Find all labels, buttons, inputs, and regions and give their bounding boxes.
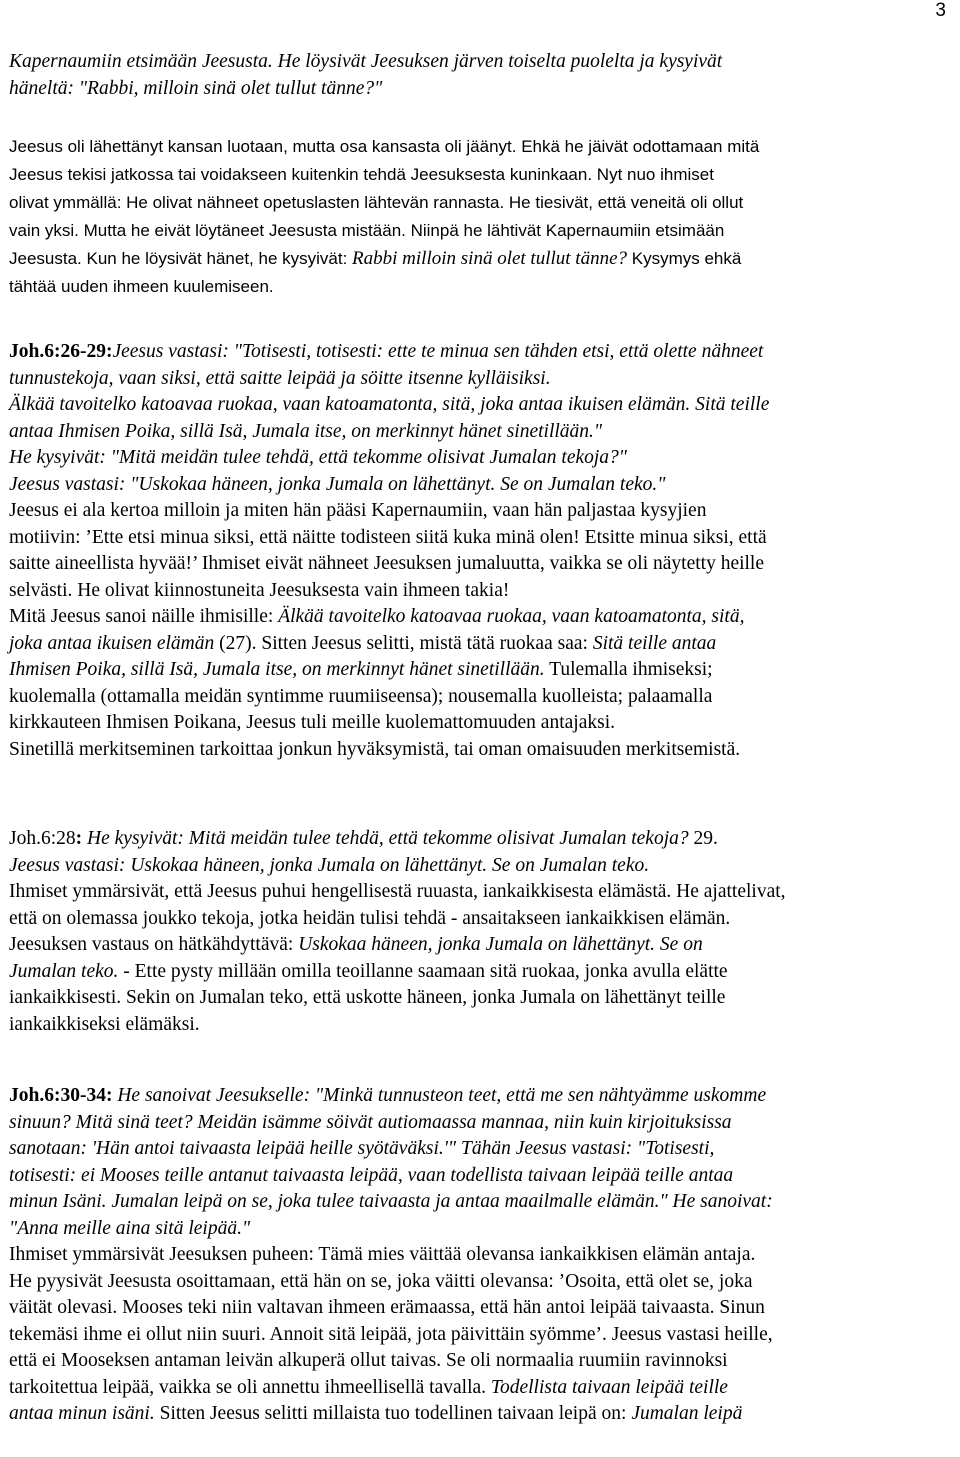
text-line: tähtää uuden ihmeen kuulemiseen. xyxy=(9,277,274,296)
text-line xyxy=(9,1083,953,1110)
scripture-quote: Jeesus vastasi: "Totisesti, totisesti: ette te minua sen tähden etsi, että olette nähneet xyxy=(112,341,764,362)
quote-run: Uskokaa häneen, jonka Jumala on lähettänyt. Se on Jumalan teko. xyxy=(130,854,650,876)
commentary-paragraph xyxy=(9,133,953,301)
text-run: (27). Sitten Jeesus selitti, mistä tätä ruokaa saa: xyxy=(214,632,593,654)
scripture-reference: Joh.6:26-29: xyxy=(9,341,113,362)
text-line: Kapernaumiin etsimään Jeesusta. He löysivät Jeesuksen järven toiselta puolelta ja kysyivät xyxy=(9,51,723,72)
quote-run: Uskokaa häneen, jonka Jumala on lähettänyt. Se on xyxy=(298,934,703,955)
scripture-quote: antaa Ihmisen Poika, sillä Isä, Jumala itse, on merkinnyt hänet sinetillään." xyxy=(9,420,603,442)
text-run: Sitten Jeesus selitti millaista tuo todellinen taivaan leipä on: xyxy=(154,1403,632,1424)
text-line: Sinetillä merkitseminen tarkoittaa jonkun hyväksymistä, tai oman omaisuuden merkitsemistä. xyxy=(9,738,741,760)
text-run: 29. xyxy=(688,828,718,849)
scripture-reference: Joh.6:30-34: xyxy=(9,1085,113,1106)
reference-colon: : xyxy=(75,828,83,849)
text-line: iankaikkiseksi elämäksi. xyxy=(9,1013,200,1035)
text-line xyxy=(9,604,953,631)
text-line xyxy=(9,959,953,986)
quote-run: joka antaa ikuisen elämän xyxy=(9,632,215,654)
section-joh-6-28 xyxy=(9,826,953,1038)
scripture-quote: He sanoivat Jeesukselle: "Minkä tunnusteon teet, että me sen nähtyämme uskomme xyxy=(112,1085,767,1106)
text-run: - Ette pysty millään omilla teoillanne saamaan sitä ruokaa, jonka avulla elätte xyxy=(118,960,728,982)
text-run: Jeesuksen vastaus on hätkähdyttävä: xyxy=(9,934,299,955)
text-line: väität olevasi. Mooses teki niin valtavan ihmeen erämaassa, että hän antoi leipää taivaasta. Sinun xyxy=(9,1297,765,1318)
text-line xyxy=(9,631,953,658)
text-line: Ihmiset ymmärsivät, että Jeesus puhui hengellisestä ruuasta, iankaikkisesta elämästä. He ajattelivat, xyxy=(9,881,786,902)
quote-run: Mitä meidän tulee tehdä, että tekomme olisivat Jumalan tekoja? xyxy=(188,828,689,849)
intro-paragraph xyxy=(9,49,953,102)
text-line: Jeesus tekisi jatkossa tai voidakseen kuitenkin tehdä Jeesuksesta kuninkaan. Nyt nuo ihmiset xyxy=(9,165,714,184)
text-line xyxy=(9,826,953,853)
page-number: 3 xyxy=(935,0,946,21)
text-line xyxy=(9,1401,953,1428)
text-line xyxy=(9,339,953,366)
quote-run: Todellista taivaan leipää teille xyxy=(490,1376,728,1398)
quote-run: Jeesus vastasi: xyxy=(9,854,131,876)
scripture-quote: Älkää tavoitelko katoavaa ruokaa, vaan katoamatonta, sitä, joka antaa ikuisen elämän. Sitä teille xyxy=(9,394,770,415)
text-line: että on olemassa joukko tekoja, jotka heidän tulisi tehdä - ansaitakseen iankaikkisen elämän. xyxy=(9,907,731,929)
quote-run: Rabbi milloin sinä olet tullut tänne? xyxy=(352,248,628,269)
text-line: iankaikkisesti. Sekin on Jumalan teko, että uskotte häneen, jonka Jumala on lähettänyt teille xyxy=(9,987,726,1008)
text-line xyxy=(9,853,953,880)
text-run: Kysymys ehkä xyxy=(627,249,742,268)
text-run: tarkoitettua leipää, vaikka se oli annettu ihmeellisellä tavalla. xyxy=(9,1376,491,1398)
text-line xyxy=(9,932,953,959)
text-line xyxy=(9,245,953,273)
text-line: selvästi. He olivat kiinnostuneita Jeesuksesta vain ihmeen takia! xyxy=(9,579,510,601)
scripture-quote: He kysyivät: "Mitä meidän tulee tehdä, että tekomme olisivat Jumalan tekoja?" xyxy=(9,447,627,468)
quote-run: Ihmisen Poika, sillä Isä, Jumala itse, on merkinnyt hänet sinetillään. xyxy=(9,659,545,680)
scripture-reference: Joh.6:28 xyxy=(9,828,76,849)
text-line: saitte aineellista hyvää!’ Ihmiset eivät nähneet Jeesuksen jumaluutta, vaikka se oli näytetty heille xyxy=(9,553,765,574)
scripture-quote: totisesti: ei Mooses teille antanut taivaasta leipää, vaan todellista taivaan leipää teille antaa xyxy=(9,1164,734,1186)
quote-run: antaa minun isäni. xyxy=(9,1403,155,1424)
text-line: häneltä: "Rabbi, milloin sinä olet tullut tänne?" xyxy=(9,77,383,99)
text-run: Jeesusta. Kun he löysivät hänet, he kysyivät: xyxy=(9,249,348,268)
scripture-quote: minun Isäni. Jumalan leipä on se, joka tulee taivaasta ja antaa maailmalle elämän." He sanoivat: xyxy=(9,1191,773,1212)
text-line: He pyysivät Jeesusta osoittamaan, että hän on se, joka väitti olevansa: ’Osoita, että olet se, joka xyxy=(9,1270,753,1292)
section-joh-6-26-29 xyxy=(9,339,953,763)
scripture-quote: tunnustekoja, vaan siksi, että saitte leipää ja söitte itsenne kylläisiksi. xyxy=(9,367,551,389)
text-run: Mitä Jeesus sanoi näille ihmisille: xyxy=(9,606,279,627)
text-line: Ihmiset ymmärsivät Jeesuksen puheen: Tämä mies väittää olevansa iankaikkisen elämän antaja. xyxy=(9,1244,756,1265)
quote-run: He kysyivät: xyxy=(82,828,189,849)
section-joh-6-30-34 xyxy=(9,1083,953,1428)
quote-run: Jumalan leipä xyxy=(631,1403,743,1424)
text-line: Jeesus oli lähettänyt kansan luotaan, mutta osa kansasta oli jäänyt. Ehkä he jäivät odottamaan mitä xyxy=(9,137,760,156)
text-line: kirkkauteen Ihmisen Poikana, Jeesus tuli meille kuolemattomuuden antajaksi. xyxy=(9,712,615,733)
quote-run: Sitä teille antaa xyxy=(592,632,717,654)
text-line: motiivin: ’Ette etsi minua siksi, että näitte todisteen siitä kuka minä olen! Etsitte minua siksi, että xyxy=(9,526,767,548)
quote-run: Jumalan teko. xyxy=(9,960,119,982)
text-line: tekemäsi ihme ei ollut niin suuri. Annoit sitä leipää, jota päivittäin syömme’. Jeesus vastasi heille, xyxy=(9,1323,773,1345)
text-line xyxy=(9,1375,953,1402)
quote-run: Älkää tavoitelko katoavaa ruokaa, vaan katoamatonta, sitä, xyxy=(278,606,745,627)
scripture-quote: sinuun? Mitä sinä teet? Meidän isämme söivät autiomaassa mannaa, niin kuin kirjoituksissa xyxy=(9,1111,732,1133)
text-line: olivat ymmällä: He olivat nähneet opetuslasten lähtevän rannasta. He tiesivät, että veneitä oli ollut xyxy=(9,193,744,212)
scripture-quote: "Anna meille aina sitä leipää." xyxy=(9,1217,251,1239)
text-line: että ei Mooseksen antaman leivän alkuperä ollut taivas. Se oli normaalia ruumiin ravinnoksi xyxy=(9,1350,728,1371)
text-line: kuolemalla (ottamalla meidän syntimme ruumiiseensa); nousemalla kuolleista; palaamalla xyxy=(9,685,713,707)
scripture-quote: Jeesus vastasi: "Uskokaa häneen, jonka Jumala on lähettänyt. Se on Jumalan teko." xyxy=(9,473,666,495)
scripture-quote: sanotaan: 'Hän antoi taivaasta leipää heille syötäväksi.'" Tähän Jeesus vastasi: "Totisesti, xyxy=(9,1138,715,1159)
text-line: vain yksi. Mutta he eivät löytäneet Jeesusta mistään. Niinpä he lähtivät Kapernaumiin etsimään xyxy=(9,221,725,240)
text-line xyxy=(9,657,953,684)
text-line: Jeesus ei ala kertoa milloin ja miten hän pääsi Kapernaumiin, vaan hän paljastaa kysyjien xyxy=(9,500,707,521)
text-run: Tulemalla ihmiseksi; xyxy=(544,659,713,680)
